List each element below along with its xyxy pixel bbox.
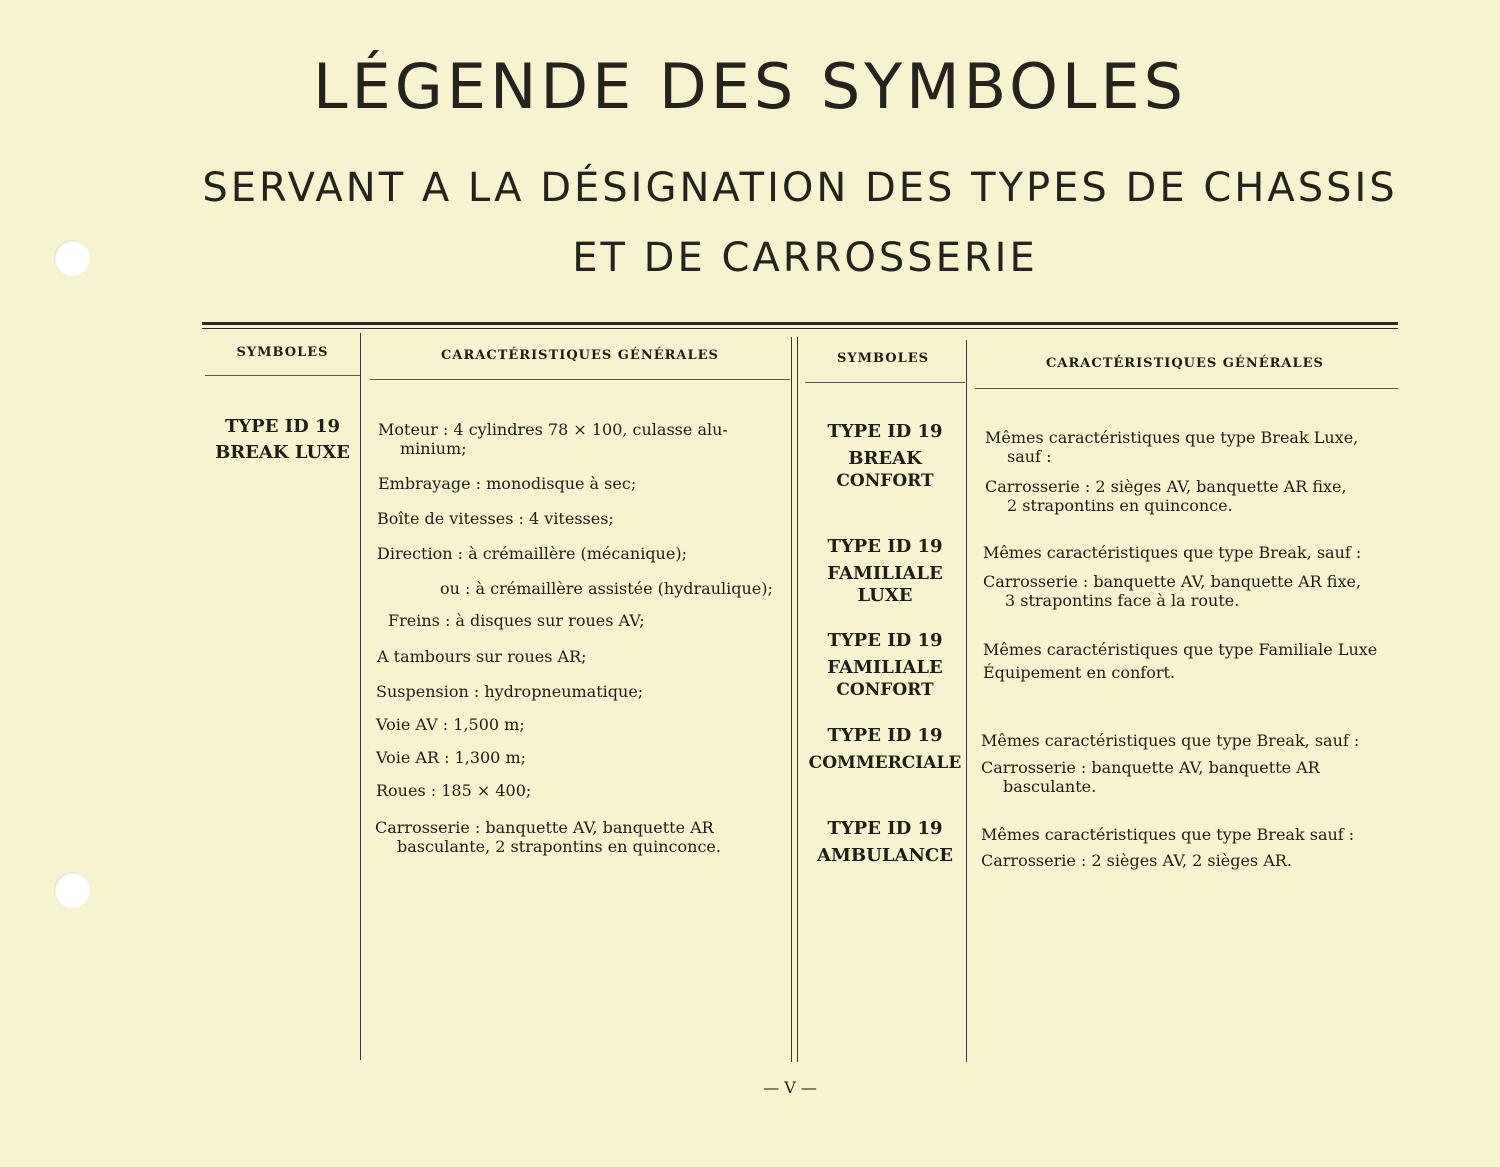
- desc-familiale-luxe-1: [983, 543, 1403, 562]
- desc-line: Carrosserie : 2 sièges AV, banquette AR fixe,: [985, 477, 1347, 496]
- symbol-line: TYPE ID 19: [827, 818, 943, 839]
- symbol-line: TYPE ID 19: [827, 725, 943, 746]
- header-symboles-left: SYMBOLES: [236, 345, 329, 360]
- desc-ambulance-2: [981, 851, 1401, 870]
- desc-line: Mêmes caractéristiques que type Familiale Luxe: [983, 640, 1378, 659]
- symbol-line: TYPE ID 19: [827, 630, 943, 651]
- spec-suspension: Suspension : hydropneumatique;: [376, 682, 644, 701]
- desc-commerciale-1: [981, 731, 1401, 750]
- spec-line: minium;: [400, 439, 467, 458]
- symbol-familiale-luxe: [800, 536, 970, 607]
- desc-line: 3 strapontins face à la route.: [1005, 591, 1240, 610]
- header-underline-1: [205, 375, 360, 376]
- spec-direction-assistee: ou : à crémaillère assistée (hydraulique);: [440, 579, 773, 598]
- desc-ambulance-1: [981, 825, 1401, 844]
- column-divider-1: [360, 333, 361, 1060]
- desc-line: Carrosserie : banquette AV, banquette AR fixe,: [983, 572, 1362, 591]
- symbol-line: TYPE ID 19: [827, 536, 943, 557]
- desc-line: Équipement en confort.: [983, 663, 1175, 682]
- symbol-line: LUXE: [857, 585, 913, 606]
- symbol-line: AMBULANCE: [817, 845, 953, 866]
- spec-carrosserie: [375, 818, 795, 856]
- spec-freins: Freins : à disques sur roues AV;: [388, 611, 645, 630]
- desc-commerciale-2: [981, 758, 1401, 796]
- symbol-commerciale: [800, 725, 970, 774]
- desc-line: Carrosserie : 2 sièges AV, 2 sièges AR.: [981, 851, 1292, 870]
- table-top-rule: [202, 322, 1398, 325]
- symbol-line: BREAK LUXE: [215, 442, 350, 463]
- symbol-line: TYPE ID 19: [827, 421, 943, 442]
- header-caracteristiques-left: CARACTÉRISTIQUES GÉNÉRALES: [441, 348, 719, 363]
- desc-familiale-luxe-2: [983, 572, 1403, 610]
- spec-voie-av: Voie AV : 1,500 m;: [376, 715, 525, 734]
- desc-line: Carrosserie : banquette AV, banquette AR: [981, 758, 1320, 777]
- spec-line: basculante, 2 strapontins en quinconce.: [397, 837, 721, 856]
- header-underline-2: [370, 379, 790, 380]
- desc-line: Mêmes caractéristiques que type Break, sauf :: [981, 731, 1360, 750]
- spec-moteur: [378, 420, 793, 458]
- symbol-line: FAMILIALE: [827, 563, 943, 584]
- desc-line: sauf :: [1007, 447, 1052, 466]
- table-top-rule-thin: [202, 328, 1398, 329]
- page-number: — V —: [763, 1078, 817, 1097]
- symbol-line: COMMERCIALE: [808, 753, 962, 773]
- header-symboles-right: SYMBOLES: [836, 351, 930, 366]
- spec-tambours: A tambours sur roues AR;: [377, 647, 587, 666]
- punch-hole-bottom: [54, 872, 90, 908]
- desc-line: 2 strapontins en quinconce.: [1007, 496, 1233, 515]
- symbol-line: CONFORT: [836, 680, 934, 700]
- symbol-break-confort: [800, 421, 970, 492]
- spec-direction: Direction : à crémaillère (mécanique);: [377, 544, 687, 563]
- symbol-ambulance: [800, 818, 970, 867]
- spec-embrayage: Embrayage : monodisque à sec;: [378, 474, 637, 493]
- spec-boite: Boîte de vitesses : 4 vitesses;: [377, 509, 614, 528]
- symbol-familiale-confort: [800, 630, 970, 701]
- desc-line: Mêmes caractéristiques que type Break Luxe,: [985, 428, 1359, 447]
- symbol-break-luxe: [205, 414, 360, 466]
- desc-familiale-confort-2: [983, 663, 1403, 682]
- page-subtitle-line1: SERVANT A LA DÉSIGNATION DES TYPES DE CHASSIS: [202, 165, 1398, 211]
- header-caracteristiques-right: CARACTÉRISTIQUES GÉNÉRALES: [1046, 356, 1324, 371]
- desc-break-confort-1: [985, 428, 1405, 466]
- symbol-line: FAMILIALE: [827, 657, 943, 678]
- spec-line: Moteur : 4 cylindres 78 × 100, culasse alu-: [378, 420, 728, 439]
- page-subtitle-line2: ET DE CARROSSERIE: [572, 235, 1038, 281]
- spec-voie-ar: Voie AR : 1,300 m;: [376, 748, 527, 767]
- symbol-line: BREAK: [848, 448, 922, 469]
- desc-line: Mêmes caractéristiques que type Break, sauf :: [983, 543, 1362, 562]
- spec-line: Carrosserie : banquette AV, banquette AR: [375, 818, 714, 837]
- spec-roues: Roues : 185 × 400;: [376, 781, 532, 800]
- desc-line: basculante.: [1003, 777, 1097, 796]
- desc-familiale-confort-1: [983, 640, 1403, 659]
- header-underline-3: [805, 382, 965, 383]
- desc-break-confort-2: [985, 477, 1405, 515]
- symbol-line: CONFORT: [836, 471, 934, 491]
- header-underline-4: [975, 388, 1398, 389]
- column-divider-2b: [797, 337, 798, 1062]
- page-title: LÉGENDE DES SYMBOLES: [313, 50, 1187, 123]
- desc-line: Mêmes caractéristiques que type Break sauf :: [981, 825, 1355, 844]
- symbol-line: TYPE ID 19: [224, 416, 341, 437]
